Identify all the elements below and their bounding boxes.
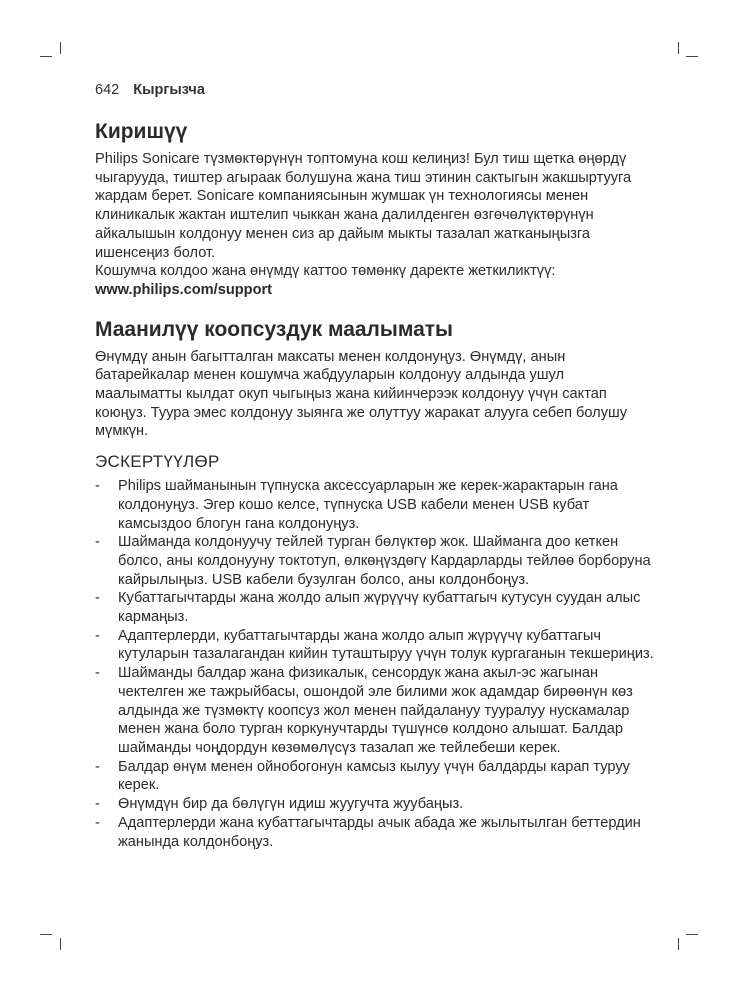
- list-item-text: Адаптерлерди, кубаттагычтарды жана жолдо алып жүрүүчү кубаттагыч кутуларын тазалагандан кийин туташтыруу үчүн толук кургаганын текшериңиз.: [118, 627, 654, 663]
- language-label: Кыргызча: [133, 82, 205, 98]
- list-item: [95, 589, 655, 626]
- list-item-text: Өнүмдүн бир да бөлүгүн идиш жуугучта жуубаңыз.: [118, 796, 464, 813]
- list-item: [95, 627, 655, 664]
- crop-mark: [678, 42, 679, 54]
- support-url: www.philips.com/support: [95, 281, 273, 298]
- dash-bullet: -: [95, 590, 100, 607]
- warnings-list: [95, 477, 655, 851]
- dash-bullet: -: [95, 478, 100, 495]
- crop-mark: [40, 56, 52, 57]
- dash-bullet: -: [95, 627, 100, 644]
- intro-title: Киришүү: [95, 120, 188, 143]
- safety-paragraph: Өнүмдү анын багытталган максаты менен колдонуңуз. Өнүмдү, анын батарейкалар менен кошумча жабдууларын колдонуу алдында ушул маалыматты кылдат окуп чыгыңыз жана кийинчерээк колдонуу үчүн сактап коюңуз. Туура эмес колдонуу зыянга же олуттуу жаракат алууга себеп болушу мүмкүн.: [95, 348, 628, 440]
- intro-paragraph: Philips Sonicare түзмөктөрүнүн топтомуна кош келиңиз! Бул тиш щетка өңөрдү чыгарууда, тиштер агыраак болушуна жана тиш этинин сактыгын жакшыртууга жардам берет. Sonicare компаниясынын жумшак үн технологиясы менен клиникалык жактан иштелип чыккан жана далилденген өзгөчөлүктөрүнүн айкалышын колдонуу менен сиз ар дайым мыкты тазалап жатканыңызга ишенсеңиз болот.: [95, 151, 632, 261]
- page-content: [95, 118, 655, 851]
- crop-mark: [60, 42, 61, 54]
- dash-bullet: -: [95, 665, 100, 682]
- crop-mark: [686, 934, 698, 935]
- page-number: 642: [95, 82, 120, 98]
- warnings-title: ЭСКЕРТҮҮЛӨР: [95, 452, 220, 472]
- crop-mark: [686, 56, 698, 57]
- crop-mark: [60, 938, 61, 950]
- dash-bullet: -: [95, 534, 100, 551]
- intro-section: [95, 118, 655, 300]
- crop-mark: [40, 934, 52, 935]
- list-item: [95, 477, 655, 533]
- dash-bullet: -: [95, 814, 100, 831]
- support-paragraph: Кошумча колдоо жана өнүмдү каттоо төмөнкү даректе жеткиликтүү:: [95, 263, 556, 280]
- list-item-text: Адаптерлерди жана кубаттагычтарды ачык абада же жылытылган беттердин жанында колдонбоңуз.: [118, 814, 641, 850]
- list-item-text: Кубаттагычтарды жана жолдо алып жүрүүчү кубаттагыч кутусун суудан алыс кармаңыз.: [118, 590, 641, 626]
- safety-title: Маанилүү коопсуздук маалыматы: [95, 317, 453, 341]
- dash-bullet: -: [95, 758, 100, 775]
- list-item: [95, 533, 655, 589]
- safety-section: [95, 316, 655, 442]
- list-item-text: Philips шайманынын түпнуска аксессуарларын же керек-жарактарын гана колдонуңуз. Эгер кошо келсе, түпнуска USB кабели менен USB кубат камсыздоо блогун гана колдонуңуз.: [118, 478, 618, 532]
- page-header: [95, 82, 205, 98]
- list-item: [95, 814, 655, 851]
- warnings-section: [95, 450, 655, 851]
- list-item-text: Шайманда колдонуучу тейлей турган бөлүктөр жок. Шайманга доо кеткен болсо, аны колдонууну токтотуп, өлкөңүздөгү Кардарларды тейлөө борборуна кайрылыңыз. USB кабели бузулган болсо, аны колдонбоңуз.: [118, 534, 651, 588]
- dash-bullet: -: [95, 796, 100, 813]
- list-item: [95, 795, 655, 814]
- crop-mark: [678, 938, 679, 950]
- list-item-text: Балдар өнүм менен ойнобогонун камсыз кылуу үчүн балдарды карап туруу керек.: [118, 758, 630, 794]
- list-item: [95, 758, 655, 795]
- list-item: [95, 664, 655, 758]
- list-item-text: Шайманды балдар жана физикалык, сенсордук жана акыл-эс жагынан чектелген же тажрыйбасы, ошондой эле билими жок адамдар бирөөнүн көз алдында же түзмөктү коопсуз жол менен пайдалануу тууралуу нускамалар менен жана боло турган коркунучтарды түшүнсө колдоно алышат. Балдар шайманды чоңдордун көзөмөлүсүз тазалап же тейлебеши керек.: [118, 665, 633, 756]
